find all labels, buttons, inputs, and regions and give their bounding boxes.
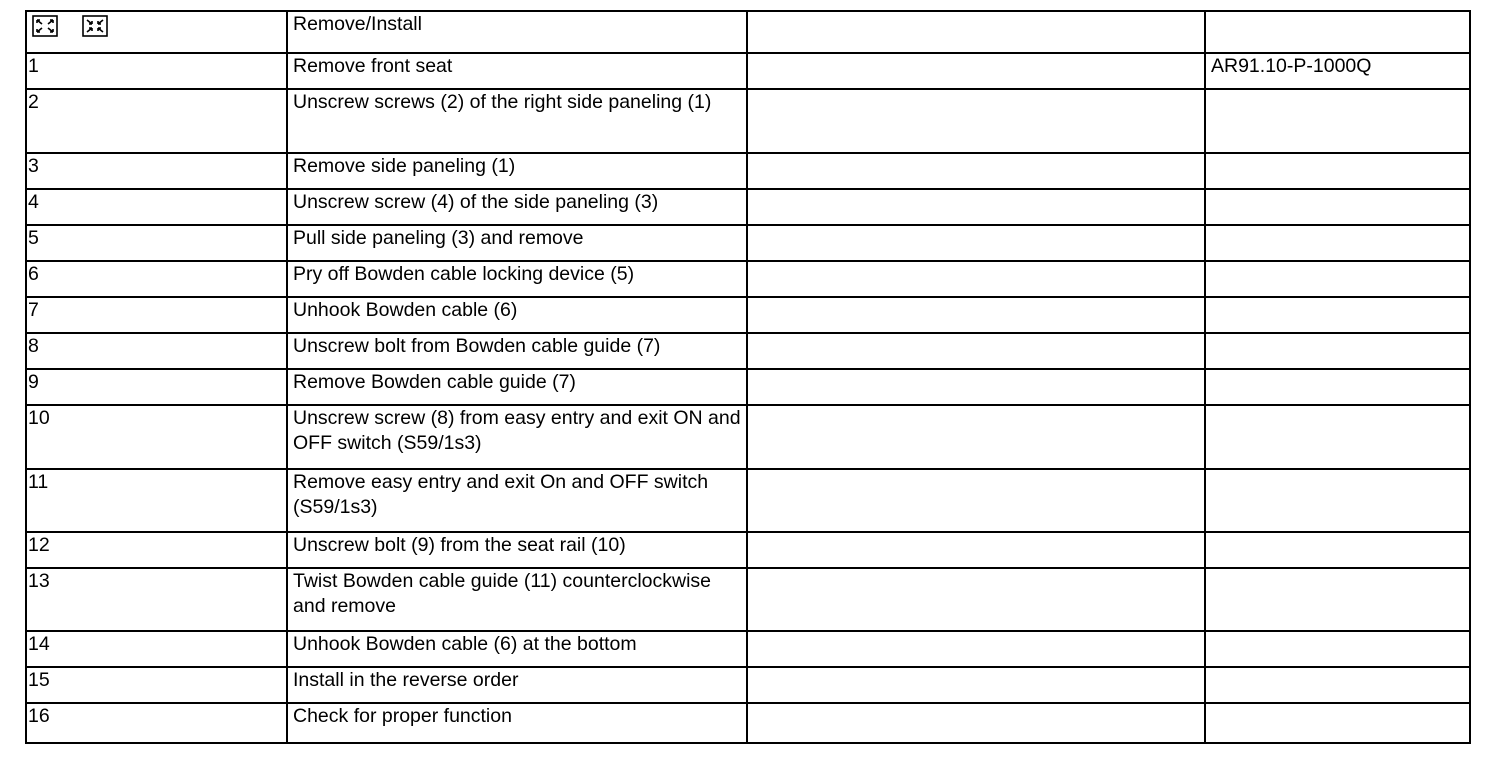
step-note xyxy=(747,53,1205,89)
step-number: 13 xyxy=(26,568,287,631)
step-note xyxy=(747,405,1205,469)
step-description: Unhook Bowden cable (6) at the bottom xyxy=(287,631,747,667)
step-description: Pull side paneling (3) and remove xyxy=(287,225,747,261)
procedure-sheet xyxy=(25,10,1469,744)
table-row xyxy=(26,667,1470,703)
step-note xyxy=(747,703,1205,743)
step-number: 7 xyxy=(26,297,287,333)
step-note xyxy=(747,469,1205,532)
step-reference xyxy=(1205,667,1470,703)
procedure-table-body xyxy=(26,11,1470,743)
step-note xyxy=(747,568,1205,631)
step-reference xyxy=(1205,153,1470,189)
table-row xyxy=(26,153,1470,189)
step-number: 8 xyxy=(26,333,287,369)
step-description: Unhook Bowden cable (6) xyxy=(287,297,747,333)
step-reference xyxy=(1205,225,1470,261)
step-note xyxy=(747,532,1205,568)
step-note xyxy=(747,631,1205,667)
step-description: Remove Bowden cable guide (7) xyxy=(287,369,747,405)
table-row xyxy=(26,568,1470,631)
step-note xyxy=(747,225,1205,261)
table-row xyxy=(26,703,1470,743)
table-row xyxy=(26,53,1470,89)
step-reference xyxy=(1205,469,1470,532)
step-number: 10 xyxy=(26,405,287,469)
step-description: Unscrew screw (8) from easy entry and exit ON and OFF switch (S59/1s3) xyxy=(287,405,747,469)
step-description: Remove easy entry and exit On and OFF switch (S59/1s3) xyxy=(287,469,747,532)
step-number: 2 xyxy=(26,89,287,153)
table-row xyxy=(26,89,1470,153)
step-number: 11 xyxy=(26,469,287,532)
step-description: Unscrew screws (2) of the right side paneling (1) xyxy=(287,89,747,153)
step-note xyxy=(747,261,1205,297)
step-reference xyxy=(1205,89,1470,153)
step-reference xyxy=(1205,568,1470,631)
table-row xyxy=(26,532,1470,568)
step-number: 9 xyxy=(26,369,287,405)
step-number: 12 xyxy=(26,532,287,568)
step-reference xyxy=(1205,297,1470,333)
table-row xyxy=(26,369,1470,405)
step-number: 14 xyxy=(26,631,287,667)
header-note xyxy=(747,11,1205,53)
step-number: 6 xyxy=(26,261,287,297)
step-reference xyxy=(1205,333,1470,369)
table-row xyxy=(26,225,1470,261)
step-reference xyxy=(1205,703,1470,743)
table-row xyxy=(26,261,1470,297)
step-reference-link[interactable]: AR91.10-P-1000Q xyxy=(1205,53,1470,89)
step-description: Twist Bowden cable guide (11) counterclockwise and remove xyxy=(287,568,747,631)
step-note xyxy=(747,369,1205,405)
procedure-table xyxy=(25,10,1471,744)
step-description: Remove front seat xyxy=(287,53,747,89)
step-note xyxy=(747,297,1205,333)
step-number: 1 xyxy=(26,53,287,89)
step-reference xyxy=(1205,405,1470,469)
header-reference xyxy=(1205,11,1470,53)
step-note xyxy=(747,89,1205,153)
step-reference xyxy=(1205,631,1470,667)
header-icons-cell xyxy=(26,11,287,53)
expand-all-icon[interactable] xyxy=(32,15,58,37)
step-reference xyxy=(1205,261,1470,297)
step-description: Unscrew bolt from Bowden cable guide (7) xyxy=(287,333,747,369)
step-number: 5 xyxy=(26,225,287,261)
step-description: Install in the reverse order xyxy=(287,667,747,703)
step-number: 3 xyxy=(26,153,287,189)
table-row xyxy=(26,405,1470,469)
table-row xyxy=(26,333,1470,369)
step-number: 16 xyxy=(26,703,287,743)
step-note xyxy=(747,153,1205,189)
table-row xyxy=(26,469,1470,532)
step-description: Pry off Bowden cable locking device (5) xyxy=(287,261,747,297)
step-note xyxy=(747,667,1205,703)
collapse-all-icon[interactable] xyxy=(82,15,108,37)
header-row xyxy=(26,11,1470,53)
step-description: Check for proper function xyxy=(287,703,747,743)
step-note xyxy=(747,333,1205,369)
step-description: Remove side paneling (1) xyxy=(287,153,747,189)
step-description: Unscrew bolt (9) from the seat rail (10) xyxy=(287,532,747,568)
header-title: Remove/Install xyxy=(287,11,747,53)
step-reference xyxy=(1205,532,1470,568)
step-number: 15 xyxy=(26,667,287,703)
step-reference xyxy=(1205,189,1470,225)
step-number: 4 xyxy=(26,189,287,225)
step-reference xyxy=(1205,369,1470,405)
table-row xyxy=(26,631,1470,667)
table-row xyxy=(26,297,1470,333)
table-row xyxy=(26,189,1470,225)
step-description: Unscrew screw (4) of the side paneling (3) xyxy=(287,189,747,225)
step-note xyxy=(747,189,1205,225)
